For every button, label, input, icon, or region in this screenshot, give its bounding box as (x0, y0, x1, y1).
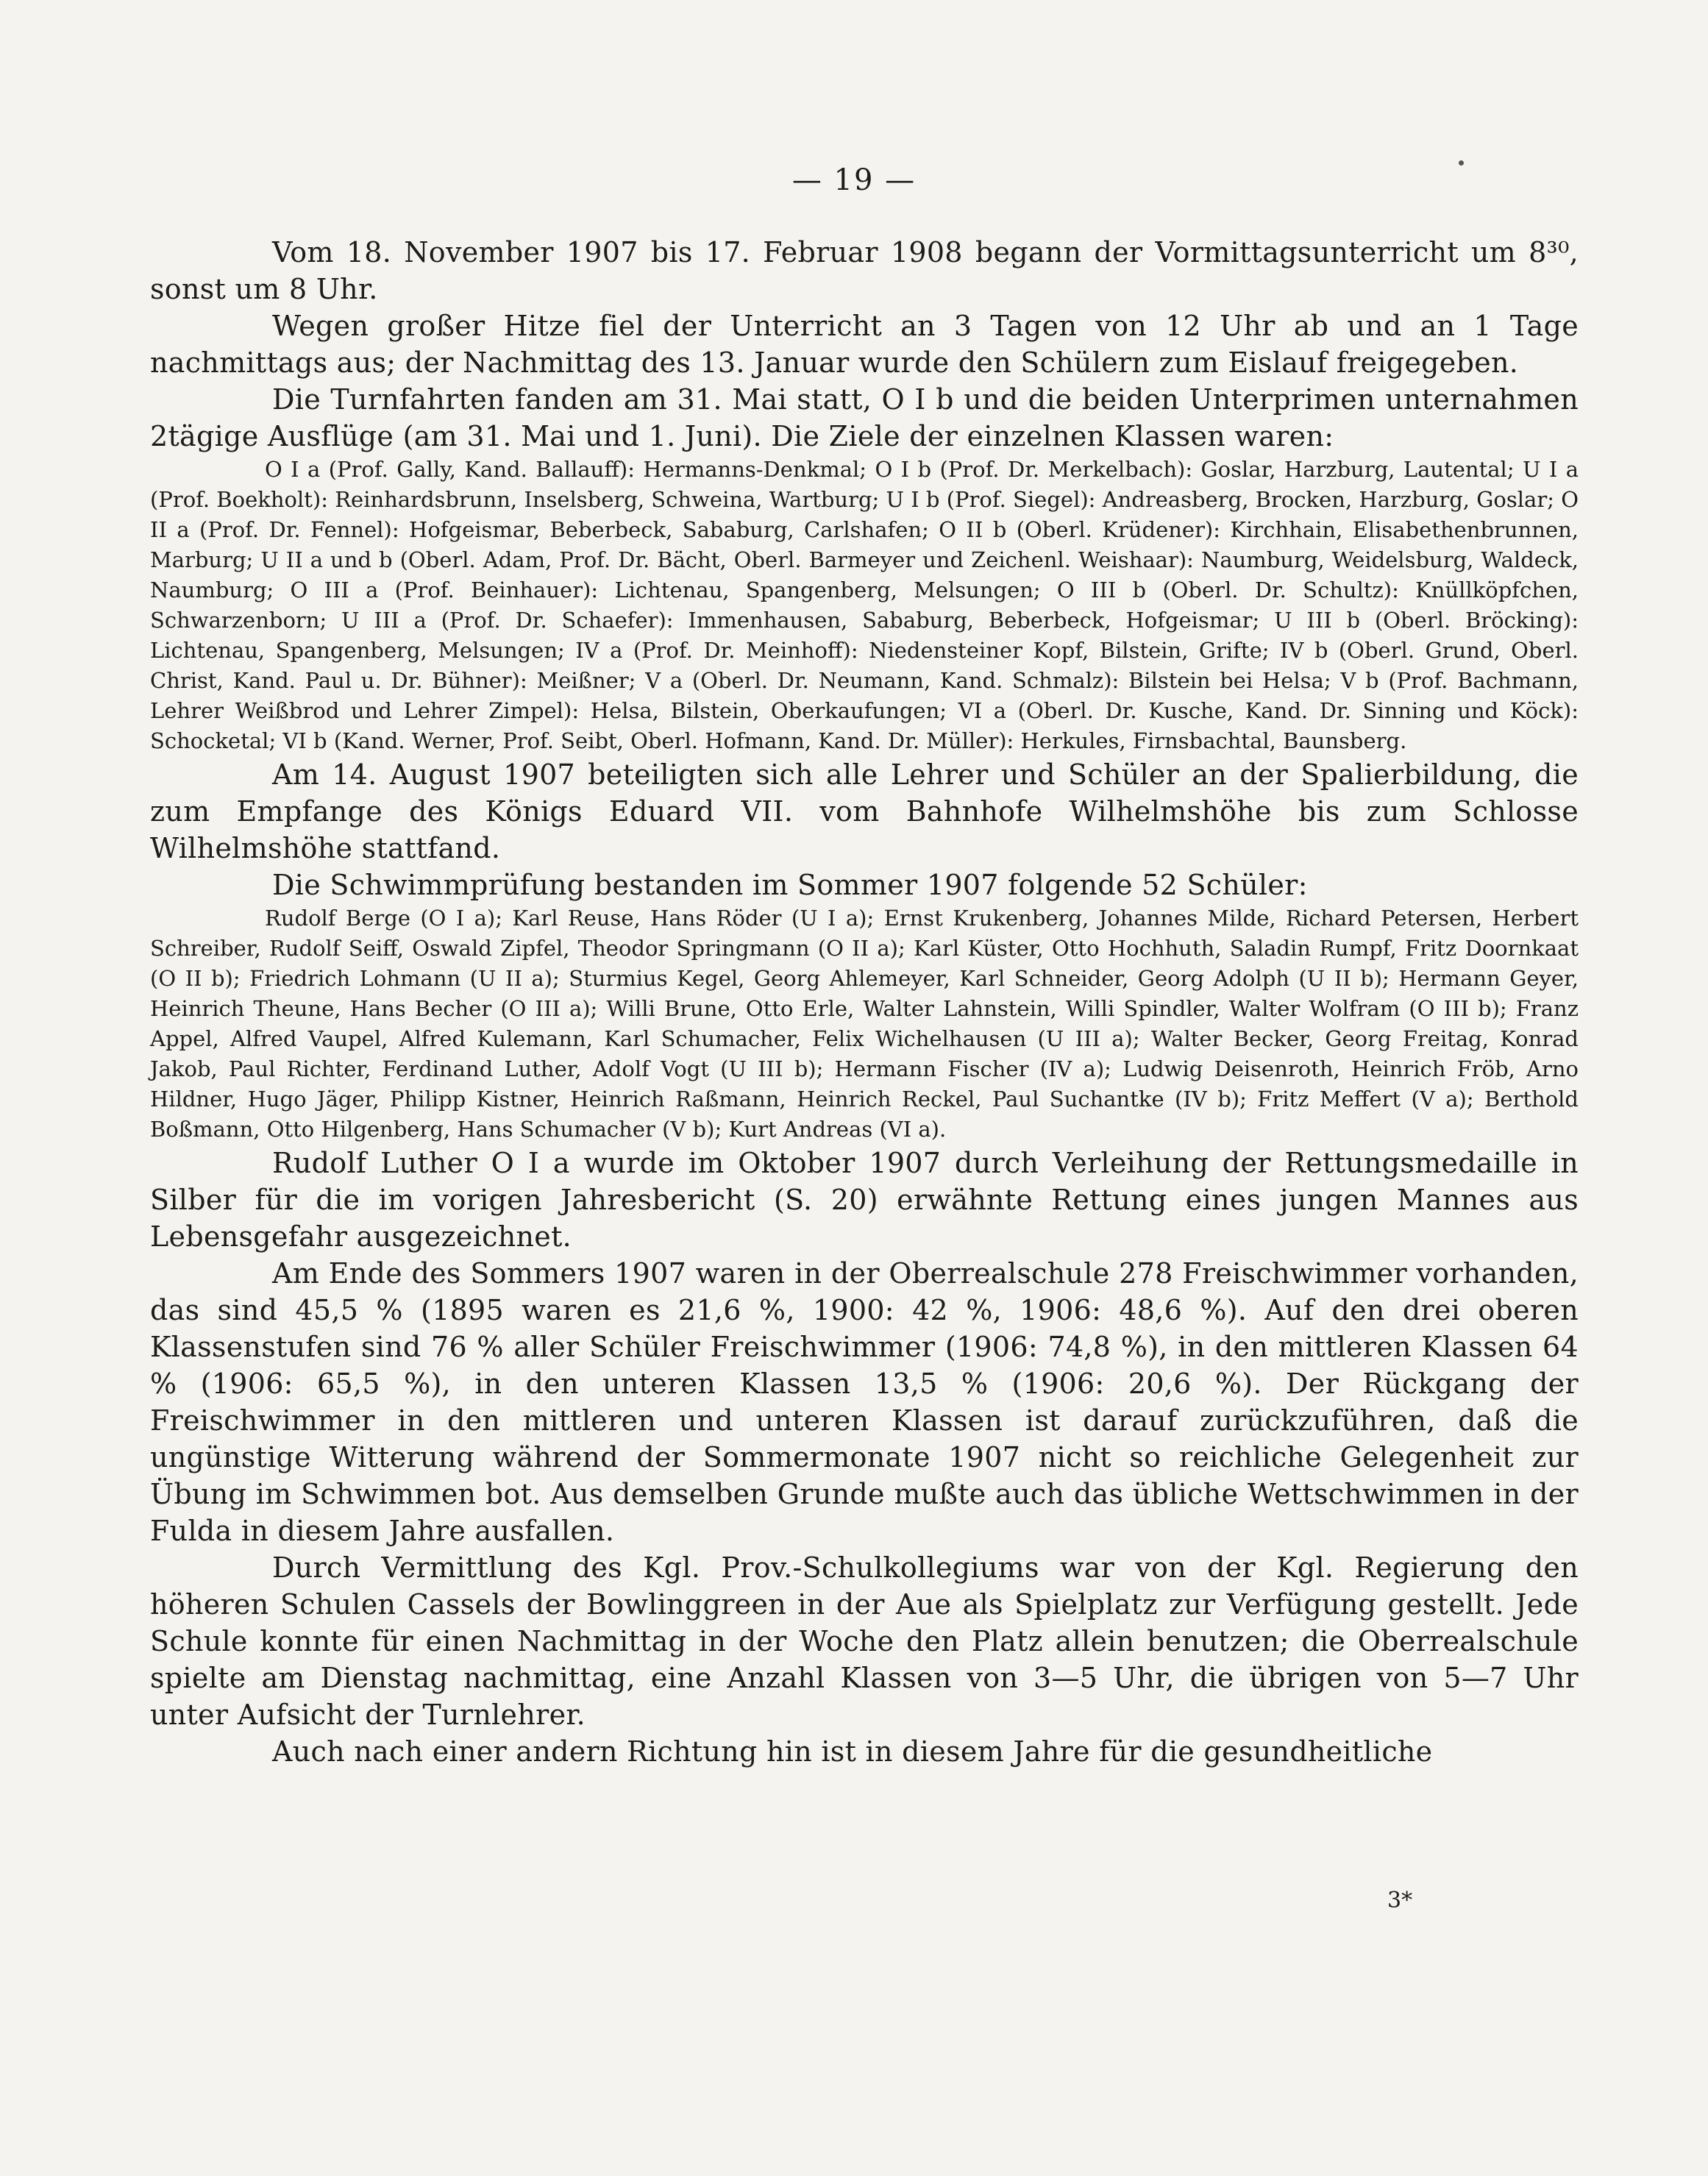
paragraph-heat: Wegen großer Hitze fiel der Unterricht an 3 Tagen von 12 Uhr ab und an 1 Tage nachmittags aus; der Nachmittag des 13. Januar wurde den Schülern zum Eislauf freigegeben. (150, 310, 1579, 379)
signature-mark: 3* (1387, 1888, 1413, 1913)
paragraph-swimmers-list: Rudolf Berge (O I a); Karl Reuse, Hans Röder (U I a); Ernst Krukenberg, Johannes Milde, Richard Petersen, Herbert Schreiber, Rudolf Seiff, Oswald Zipfel, Theodor Springmann (O II a); Karl Küster, Otto Hochhuth, Saladin Rumpf, Fritz Doornkaat (O II b); Friedrich Lohmann (U II a); Sturmius Kegel, Georg Ahlemeyer, Karl Schneider, Georg Adolph (U II b); Hermann Geyer, Heinrich Theune, Hans Becher (O III a); Willi Brune, Otto Erle, Walter Lahnstein, Willi Spindler, Walter Wolfram (O III b); Franz Appel, Alfred Vaupel, Alfred Kulemann, Karl Schumacher, Felix Wichelhausen (U III a); Walter Becker, Georg Freitag, Konrad Jakob, Paul Richter, Ferdinand Luther, Adolf Vogt (U III b); Hermann Fischer (IV a); Ludwig Deisenroth, Heinrich Fröb, Arno Hildner, Hugo Jäger, Philipp Kistner, Heinrich Raßmann, Heinrich Reckel, Paul Suchantke (IV b); Fritz Meffert (V a); Berthold Boßmann, Otto Hilgenberg, Hans Schumacher (V b); Kurt Andreas (VI a). (150, 906, 1579, 1142)
paragraph-bowlinggreen: Durch Vermittlung des Kgl. Prov.-Schulkollegiums war von der Kgl. Regierung den höheren Schulen Cassels der Bowlinggreen in der Aue als Spielplatz zur Verfügung gestellt. Jede Schule konnte für einen Nachmittag in der Woche den Platz allein benutzen; die Oberrealschule spielte am Dienstag nachmittag, eine Anzahl Klassen von 3—5 Uhr, die übrigen von 5—7 Uhr unter Aufsicht der Turnlehrer. (150, 1551, 1579, 1731)
paragraph-spalier: Am 14. August 1907 beteiligten sich alle Lehrer und Schüler an der Spalierbildung, die zum Empfange des Königs Eduard VII. vom Bahnhofe Wilhelmshöhe bis zum Schlosse Wilhelmshöhe stattfand. (150, 758, 1579, 864)
paragraph-swim-test: Die Schwimmprüfung bestanden im Sommer 1907 folgende 52 Schüler: (272, 869, 1308, 901)
paragraph-freischwimmer-stats: Am Ende des Sommers 1907 waren in der Oberrealschule 278 Freischwimmer vorhanden, das sind 45,5 % (1895 waren es 21,6 %, 1900: 42 %, 1906: 48,6 %). Auf den drei oberen Klassenstufen sind 76 % aller Schüler Freischwimmer (1906: 74,8 %), in den mittleren Klassen 64 % (1906: 65,5 %), in den unteren Klassen 13,5 % (1906: 20,6 %). Der Rückgang der Freischwimmer in den mittleren und unteren Klassen ist darauf zurückzuführen, daß die ungünstige Witterung während der Sommermonate 1907 nicht so reichliche Gelegenheit zur Übung im Schwimmen bot. Aus demselben Grunde mußte auch das übliche Wettschwimmen in der Fulda in diesem Jahre ausfallen. (150, 1257, 1579, 1547)
paragraph-health: Auch nach einer andern Richtung hin ist in diesem Jahre für die gesundheitliche (272, 1735, 1433, 1768)
ink-speck (1459, 160, 1464, 166)
page-number: — 19 — (791, 163, 917, 197)
paragraph-turnfahrten: Die Turnfahrten fanden am 31. Mai statt, O I b und die beiden Unterprimen unternahmen 2tägige Ausflüge (am 31. Mai und 1. Juni). Die Ziele der einzelnen Klassen waren: (150, 383, 1579, 452)
paragraph-class-trips: O I a (Prof. Gally, Kand. Ballauff): Hermanns-Denkmal; O I b (Prof. Dr. Merkelbach): Goslar, Harzburg, Lautental; U I a (Prof. Boekholt): Reinhardsbrunn, Inselsberg, Schweina, Wartburg; U I b (Prof. Siegel): Andreasberg, Brocken, Harzburg, Goslar; O II a (Prof. Dr. Fennel): Hofgeismar, Beberbeck, Sababurg, Carlshafen; O II b (Oberl. Krüdener): Kirchhain, Elisabethenbrunnen, Marburg; U II a und b (Oberl. Adam, Prof. Dr. Bächt, Oberl. Barmeyer und Zeichenl. Weishaar): Naumburg, Weidelsburg, Waldeck, Naumburg; O III a (Prof. Beinhauer): Lichtenau, Spangenberg, Melsungen; O III b (Oberl. Dr. Schultz): Knüllköpfchen, Schwarzenborn; U III a (Prof. Dr. Schaefer): Immenhausen, Sababurg, Beberbeck, Hofgeismar; U III b (Oberl. Bröcking): Lichtenau, Spangenberg, Melsungen; IV a (Prof. Dr. Meinhoff): Niedensteiner Kopf, Bilstein, Grifte; IV b (Oberl. Grund, Oberl. Christ, Kand. Paul u. Dr. Bühner): Meißner; V a (Oberl. Dr. Neumann, Kand. Schmalz): Bilstein bei Helsa; V b (Prof. Bachmann, Lehrer Weißbrod und Lehrer Zimpel): Helsa, Bilstein, Oberkaufungen; VI a (Oberl. Dr. Kusche, Kand. Dr. Sinning und Köck): Schocketal; VI b (Kand. Werner, Prof. Seibt, Oberl. Hofmann, Kand. Dr. Müller): Herkules, Firnsbachtal, Baunsberg. (150, 457, 1579, 753)
paragraph-rescue-medal: Rudolf Luther O I a wurde im Oktober 1907 durch Verleihung der Rettungsmedaille in Silber für die im vorigen Jahresbericht (S. 20) erwähnte Rettung eines jungen Mannes aus Lebensgefahr ausgezeichnet. (150, 1147, 1579, 1253)
paragraph-schedule: Vom 18. November 1907 bis 17. Februar 1908 begann der Vormittagsunterricht um 8³⁰, sonst um 8 Uhr. (150, 236, 1579, 305)
text-body (150, 234, 1579, 1770)
